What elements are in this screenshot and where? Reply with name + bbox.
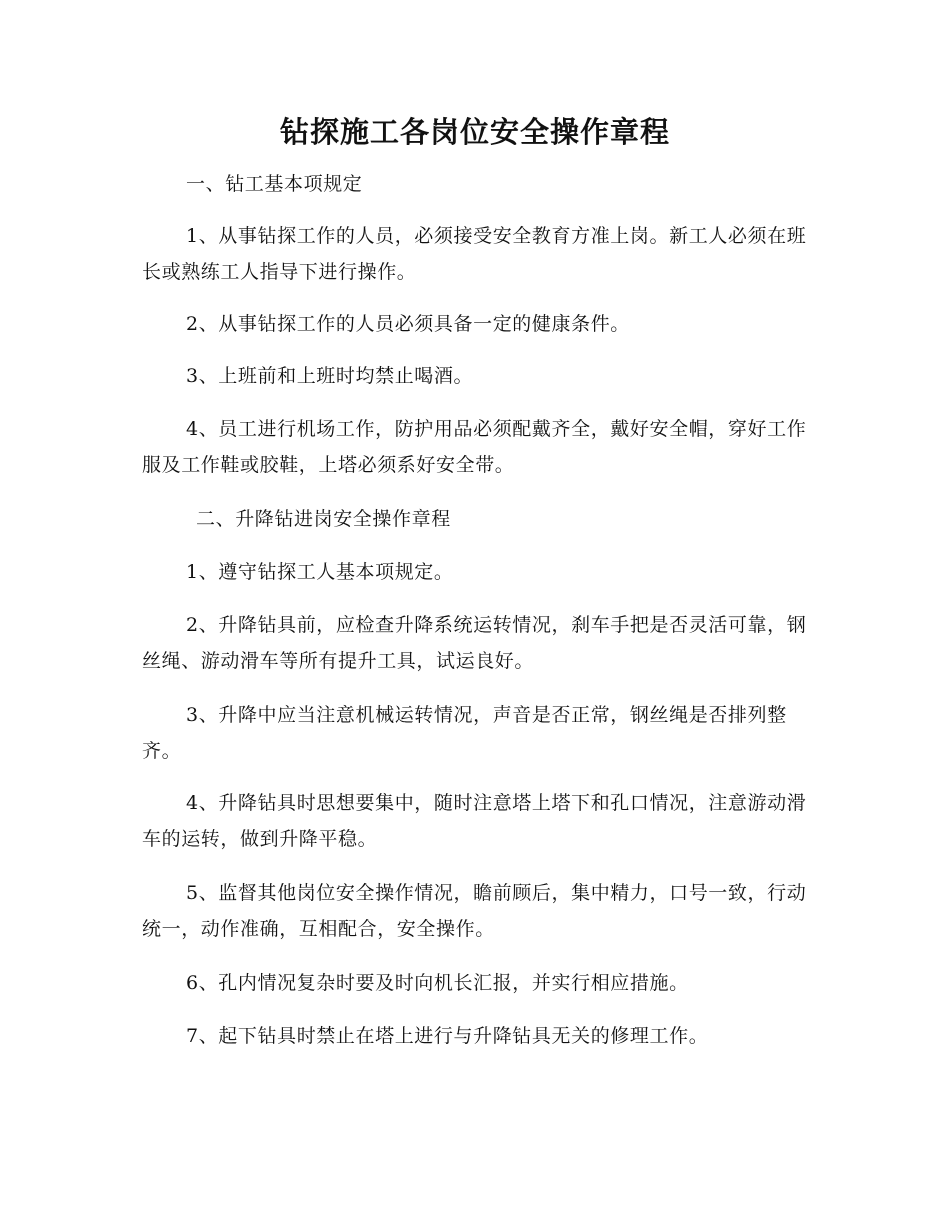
section-heading-2: 二、升降钻进岗安全操作章程 bbox=[196, 508, 451, 530]
paragraph-2-5: 5、监督其他岗位安全操作情况，瞻前顾后，集中精力，口号一致，行动统一，动作准确，互相配合，安全操作。 bbox=[142, 882, 807, 940]
paragraph-2-4: 4、升降钻具时思想要集中，随时注意塔上塔下和孔口情况，注意游动滑车的运转，做到升降平稳。 bbox=[142, 792, 807, 850]
section-heading-1: 一、钻工基本项规定 bbox=[186, 173, 363, 195]
paragraph-1-2: 2、从事钻探工作的人员必须具备一定的健康条件。 bbox=[186, 313, 630, 335]
document-title: 钻探施工各岗位安全操作章程 bbox=[279, 115, 670, 149]
paragraph-2-1: 1、遵守钻探工人基本项规定。 bbox=[186, 561, 454, 583]
paragraph-2-3: 3、升降中应当注意机械运转情况，声音是否正常，钢丝绳是否排列整齐。 bbox=[142, 704, 787, 762]
paragraph-1-1: 1、从事钻探工作的人员，必须接受安全教育方准上岗。新工人必须在班长或熟练工人指导下进行操作。 bbox=[142, 225, 807, 283]
paragraph-2-7: 7、起下钻具时禁止在塔上进行与升降钻具无关的修理工作。 bbox=[186, 1025, 709, 1047]
paragraph-2-6: 6、孔内情况复杂时要及时向机长汇报，并实行相应措施。 bbox=[186, 972, 689, 994]
paragraph-1-3: 3、上班前和上班时均禁止喝酒。 bbox=[186, 365, 474, 387]
paragraph-2-2: 2、升降钻具前，应检查升降系统运转情况，刹车手把是否灵活可靠，钢丝绳、游动滑车等所有提升工具，试运良好。 bbox=[142, 614, 807, 672]
paragraph-1-4: 4、员工进行机场工作，防护用品必须配戴齐全，戴好安全帽，穿好工作服及工作鞋或胶鞋，上塔必须系好安全带。 bbox=[142, 418, 807, 476]
